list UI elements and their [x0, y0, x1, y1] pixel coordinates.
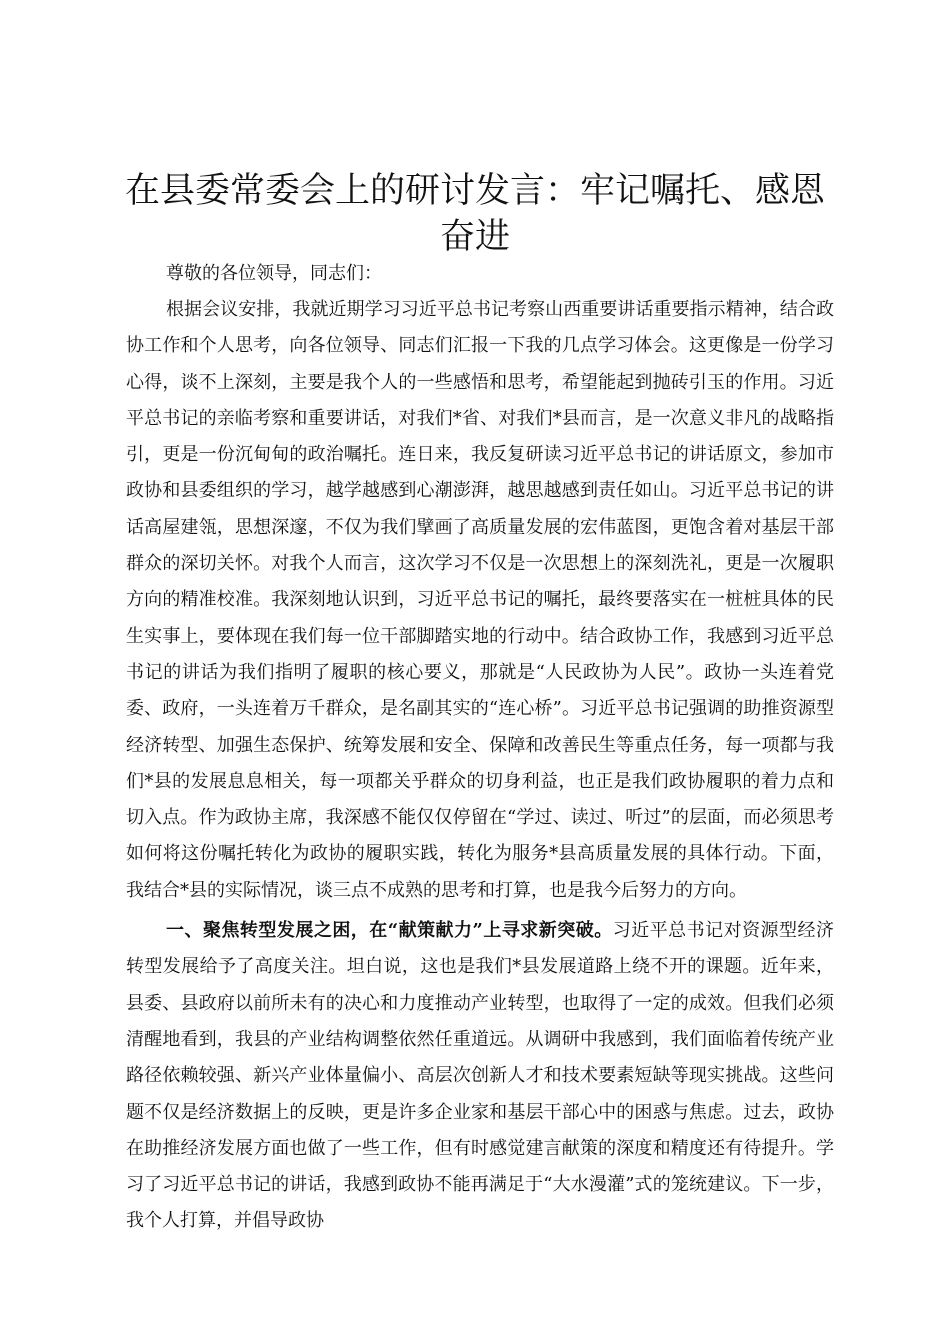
- paragraph-text: 习近平总书记对资源型经济转型发展给予了高度关注。坦白说，这也是我们*县发展道路上绕不开的课题。近年来，县委、县政府以前所未有的决心和力度推动产业转型，也取得了一定的成效。但我们必须清醒地看到，我县的产业结构调整依然任重道远。从调研中我感到，我们面临着传统产业路径依赖较强、新兴产业体量偏小、高层次创新人才和技术要素短缺等现实挑战。这些问题不仅是经济数据上的反映，更是许多企业家和基层干部心中的困惑与焦虑。过去，政协在助推经济发展方面也做了一些工作，但有时感觉建言献策的深度和精度还有待提升。学习了习近平总书记的讲话，我感到政协不能再满足于“大水漫灌”式的笼统建议。下一步，我个人打算，并倡导政协: [126, 920, 834, 1232]
- document-title: 在县委常委会上的研讨发言：牢记嘱托、感恩奋进: [124, 171, 825, 257]
- section-heading: 一、聚焦转型发展之困，在“献策献力”上寻求新突破。: [166, 920, 613, 942]
- document-body: [126, 256, 834, 1240]
- paragraph-section-1: [126, 913, 834, 1240]
- paragraph-text: 根据会议安排，我就近期学习习近平总书记考察山西重要讲话重要指示精神，结合政协工作和个人思考，向各位领导、同志们汇报一下我的几点学习体会。这更像是一份学习心得，谈不上深刻，主要是我个人的一些感悟和思考，希望能起到抛砖引玉的作用。习近平总书记的亲临考察和重要讲话，对我们*省、对我们*县而言，是一次意义非凡的战略指引，更是一份沉甸甸的政治嘱托。连日来，我反复研读习近平总书记的讲话原文，参加市政协和县委组织的学习，越学越感到心潮澎湃，越思越感到责任如山。习近平总书记的讲话高屋建瓴，思想深邃，不仅为我们擘画了高质量发展的宏伟蓝图，更饱含着对基层干部群众的深切关怀。对我个人而言，这次学习不仅是一次思想上的深刻洗礼，更是一次履职方向的精准校准。我深刻地认识到，习近平总书记的嘱托，最终要落实在一桩桩具体的民生实事上，要体现在我们每一位干部脚踏实地的行动中。结合政协工作，我感到习近平总书记的讲话为我们指明了履职的核心要义，那就是“人民政协为人民”。政协一头连着党委、政府，一头连着万千群众，是名副其实的“连心桥”。习近平总书记强调的助推资源型经济转型、加强生态保护、统筹发展和安全、保障和改善民生等重点任务，每一项都与我们*县的发展息息相关，每一项都关乎群众的切身利益，也正是我们政协履职的着力点和切入点。作为政协主席，我深感不能仅仅停留在“学过、读过、听过”的层面，而必须思考如何将这份嘱托转化为政协的履职实践，转化为服务*县高质量发展的具体行动。下面，我结合*县的实际情况，谈三点不成熟的思考和打算，也是我今后努力的方向。: [126, 299, 834, 901]
- salutation: 尊敬的各位领导，同志们：: [166, 263, 382, 284]
- paragraph-intro: [126, 292, 834, 909]
